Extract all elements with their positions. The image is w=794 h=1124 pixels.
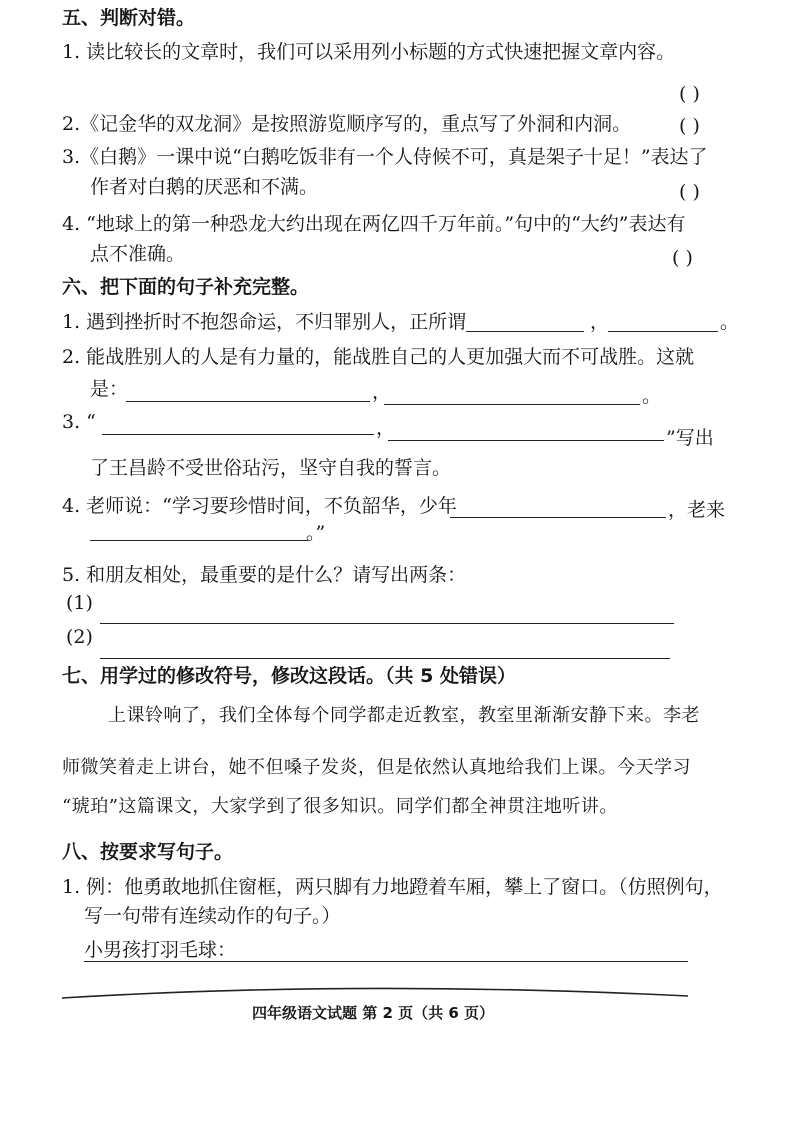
answer-start-text: 小男孩打羽毛球：	[84, 939, 237, 961]
answer-paren-2: ( )	[679, 115, 700, 137]
paragraph-line-1: 上课铃响了，我们全体每个同学都走近教室，教室里渐渐安静下来。李老	[108, 705, 700, 726]
answer-line[interactable]	[84, 961, 688, 962]
footer-divider	[60, 984, 690, 1004]
paragraph-line-3: “琥珀”这篇课文，大家学到了很多知识。同学们都全神贯注地听讲。	[62, 796, 618, 817]
fill-blank-4a[interactable]	[450, 517, 666, 518]
s6-question-2-line-1: 2. 能战胜别人的人是有力量的，能战胜自己的人更加强大而不可战胜。这就	[62, 346, 695, 368]
paragraph-line-2: 师微笑着走上讲台，她不但嗓子发炎，但是依然认真地给我们上课。今天学习	[62, 757, 691, 778]
answer-paren-4: ( )	[672, 247, 693, 269]
fill-blank-1b[interactable]	[608, 331, 718, 332]
s5-question-2: 2.《记金华的双龙洞》是按照游览顺序写的，重点写了外洞和内洞。	[62, 113, 632, 135]
s6-question-2-line-2: 是：	[90, 378, 129, 400]
fill-blank-3b[interactable]	[388, 440, 664, 441]
answer-paren-1: ( )	[679, 83, 700, 105]
s6-question-3-line-1: 3. “	[62, 411, 96, 433]
s6-question-4-end: ，老来	[668, 499, 726, 521]
section-6-title: 六、把下面的句子补充完整。	[62, 276, 310, 298]
s6-question-3-end: ”写出	[666, 427, 714, 449]
answer-paren-3: ( )	[679, 181, 700, 203]
divider-curve	[62, 988, 688, 998]
fill-blank-4b[interactable]	[90, 540, 308, 541]
period-1: 。	[720, 311, 740, 333]
page-footer: 四年级语文试题 第 2 页（共 6 页）	[252, 1004, 494, 1022]
fill-blank-5-1[interactable]	[100, 623, 674, 624]
comma-2: ，	[372, 381, 392, 403]
comma-1: ，	[590, 311, 610, 333]
s8-question-1-line-1: 1. 例：他勇敢地抓住窗框，两只脚有力地蹬着车厢，攀上了窗口。（仿照例句，	[62, 876, 723, 898]
section-7-title: 七、用学过的修改符号，修改这段话。（共 5 处错误）	[62, 665, 516, 687]
s6-question-1: 1. 遇到挫折时不抱怨命运，不归罪别人，正所谓	[62, 311, 467, 333]
fill-blank-2a[interactable]	[126, 401, 370, 402]
fill-blank-2b[interactable]	[384, 404, 640, 405]
s6-q5-label-1: (1)	[66, 592, 93, 614]
fill-blank-5-2[interactable]	[100, 658, 670, 659]
fill-blank-3a[interactable]	[102, 434, 374, 435]
s5-question-4-line-1: 4. “地球上的第一种恐龙大约出现在两亿四千万年前。”句中的“大约”表达有	[62, 213, 686, 235]
s5-question-3-line-1: 3.《白鹅》一课中说“白鹅吃饭非有一个人侍候不可，真是架子十足！”表达了	[62, 146, 708, 168]
s8-question-1-line-2: 写一句带有连续动作的句子。）	[84, 905, 341, 927]
fill-blank-1a[interactable]	[466, 331, 584, 332]
s6-question-3-line-2: 了王昌龄不受世俗玷污，坚守自我的誓言。	[90, 457, 452, 479]
period-2: 。	[642, 385, 662, 407]
section-8-title: 八、按要求写句子。	[62, 841, 234, 863]
s6-q5-label-2: (2)	[66, 626, 93, 648]
s6-question-4-close: 。”	[306, 522, 326, 544]
s5-question-3-line-2: 作者对白鹅的厌恶和不满。	[90, 176, 319, 198]
s5-question-4-line-2: 点不准确。	[90, 243, 186, 265]
comma-3: ，	[376, 417, 396, 439]
s5-question-1: 1. 读比较长的文章时，我们可以采用列小标题的方式快速把握文章内容。	[62, 41, 676, 63]
s6-question-4-line-1: 4. 老师说：“学习要珍惜时间，不负韶华，少年	[62, 495, 457, 517]
section-5-title: 五、判断对错。	[62, 7, 196, 29]
s6-question-5: 5. 和朋友相处，最重要的是什么？请写出两条：	[62, 564, 467, 586]
